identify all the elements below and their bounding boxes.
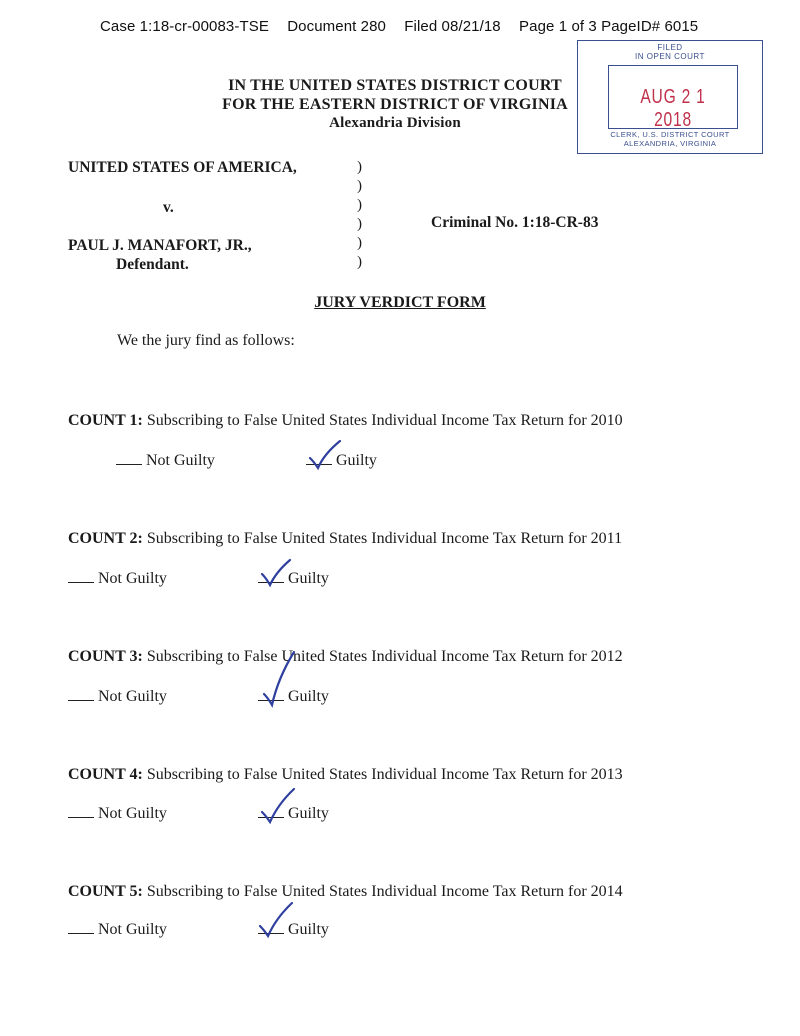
- court-line-1: IN THE UNITED STATES DISTRICT COURT: [228, 77, 562, 94]
- caption-parens: [357, 158, 362, 272]
- not-guilty-label: Not Guilty: [146, 452, 215, 469]
- not-guilty-blank[interactable]: [68, 921, 94, 934]
- paren: ): [357, 216, 362, 232]
- versus: v.: [163, 199, 174, 216]
- not-guilty-blank[interactable]: [68, 688, 94, 701]
- count-label: COUNT 2:: [68, 530, 143, 547]
- court-heading: [160, 76, 630, 133]
- not-guilty-option[interactable]: [68, 921, 167, 939]
- case-number: Case 1:18-cr-00083-TSE: [100, 18, 269, 35]
- count-heading: [68, 648, 623, 666]
- not-guilty-label: Not Guilty: [98, 688, 167, 705]
- not-guilty-option[interactable]: [68, 805, 167, 823]
- guilty-label: Guilty: [288, 805, 329, 822]
- document-number: Document 280: [287, 18, 386, 35]
- checkmark-icon: [256, 900, 296, 940]
- count-heading: [68, 883, 623, 901]
- filed-date: Filed 08/21/18: [404, 18, 501, 35]
- paren: ): [357, 178, 362, 194]
- not-guilty-blank[interactable]: [116, 452, 142, 465]
- guilty-label: Guilty: [336, 452, 377, 469]
- count-heading: [68, 766, 623, 784]
- defendant-name: PAUL J. MANAFORT, JR.,: [68, 237, 252, 254]
- not-guilty-blank[interactable]: [68, 570, 94, 583]
- not-guilty-label: Not Guilty: [98, 570, 167, 587]
- paren: ): [357, 197, 362, 213]
- filing-header: [100, 18, 698, 35]
- not-guilty-option[interactable]: [68, 570, 167, 588]
- guilty-label: Guilty: [288, 688, 329, 705]
- guilty-label: Guilty: [288, 570, 329, 587]
- checkmark-icon: [306, 438, 342, 472]
- checkmark-icon: [258, 648, 298, 710]
- not-guilty-option[interactable]: [116, 452, 215, 470]
- stamp-filed-text: FILED IN OPEN COURT: [635, 43, 705, 61]
- count-label: COUNT 3:: [68, 648, 143, 665]
- stamp-clerk-text: CLERK, U.S. DISTRICT COURT ALEXANDRIA, VIRGINIA: [610, 130, 730, 148]
- count-description: Subscribing to False United States Individual Income Tax Return for 2010: [146, 412, 623, 429]
- not-guilty-option[interactable]: [68, 688, 167, 706]
- count-description: Subscribing to False United States Individual Income Tax Return for 2014: [146, 883, 623, 900]
- count-description: Subscribing to False United States Individual Income Tax Return for 2011: [146, 530, 623, 547]
- count-heading: [68, 412, 623, 430]
- guilty-label: Guilty: [288, 921, 329, 938]
- count-heading: [68, 530, 622, 548]
- checkmark-icon: [258, 554, 292, 588]
- defendant-label: Defendant.: [116, 256, 189, 273]
- form-intro: We the jury find as follows:: [117, 332, 295, 349]
- court-line-2: FOR THE EASTERN DISTRICT OF VIRGINIA: [222, 96, 568, 113]
- count-description: Subscribing to False United States Individual Income Tax Return for 2012: [146, 648, 623, 665]
- count-description: Subscribing to False United States Individual Income Tax Return for 2013: [146, 766, 623, 783]
- paren: ): [357, 159, 362, 175]
- filed-stamp: [577, 40, 763, 154]
- stamp-date-box: [608, 65, 738, 129]
- court-division: Alexandria Division: [329, 115, 461, 131]
- page-info: Page 1 of 3 PageID# 6015: [519, 18, 699, 35]
- criminal-number: Criminal No. 1:18-CR-83: [431, 214, 599, 231]
- plaintiff-name: UNITED STATES OF AMERICA,: [68, 159, 297, 176]
- count-label: COUNT 4:: [68, 766, 143, 783]
- not-guilty-label: Not Guilty: [98, 805, 167, 822]
- paren: ): [357, 254, 362, 270]
- paren: ): [357, 235, 362, 251]
- count-label: COUNT 1:: [68, 412, 143, 429]
- not-guilty-blank[interactable]: [68, 805, 94, 818]
- count-label: COUNT 5:: [68, 883, 143, 900]
- not-guilty-label: Not Guilty: [98, 921, 167, 938]
- form-title: JURY VERDICT FORM: [314, 294, 486, 311]
- stamp-date: AUG 2 1 2018: [640, 86, 706, 131]
- checkmark-icon: [258, 786, 298, 826]
